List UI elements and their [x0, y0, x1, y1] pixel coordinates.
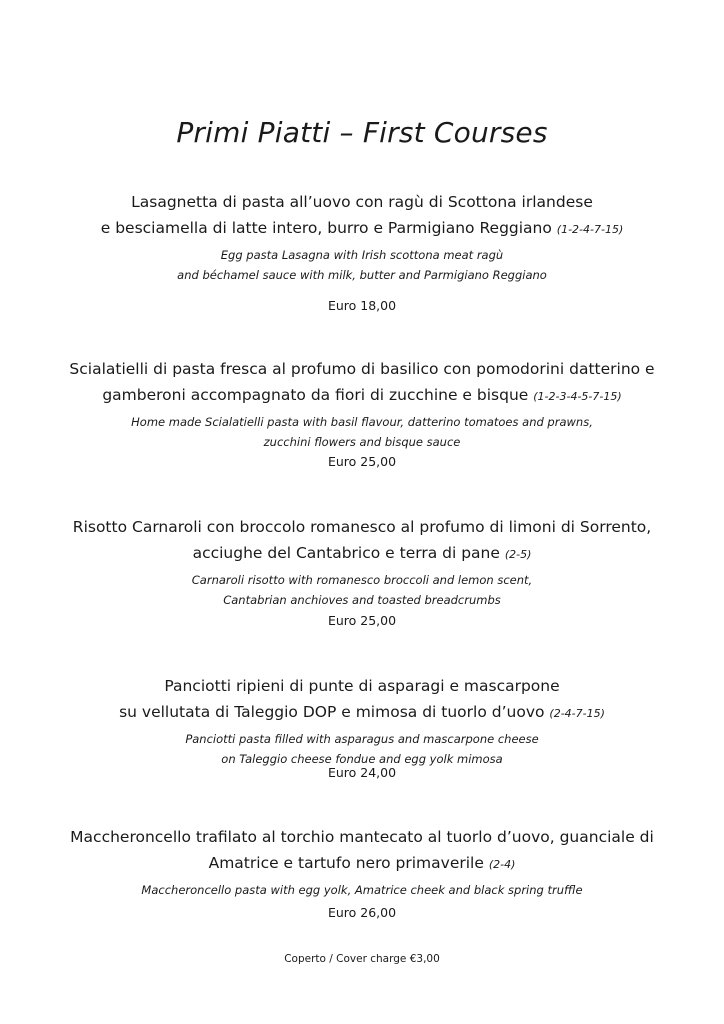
dish-description-en: Home made Scialatielli pasta with basil flavour, datterino tomatoes and prawns, [131, 415, 593, 429]
allergen-codes: (1-2-3-4-5-7-15) [533, 390, 622, 403]
dish-price: Euro 24,00 [327, 765, 397, 780]
dish-price: Euro 25,00 [327, 613, 397, 628]
dish-name-line: e besciamella di latte intero, burro e Parmigiano Reggiano [100, 219, 552, 237]
dish-name-line: Panciotti ripieni di punte di asparagi e mascarpone [164, 677, 560, 695]
dish-item [0, 824, 724, 900]
dish-description-en: Carnaroli risotto with romanesco broccoli and lemon scent, [191, 573, 533, 587]
dish-description-en: Egg pasta Lasagna with Irish scottona meat ragù [220, 248, 504, 262]
dish-price: Euro 18,00 [327, 298, 397, 313]
dish-item [0, 673, 724, 769]
page-title: Primi Piatti – First Courses [176, 116, 548, 149]
dish-description-en: Maccheroncello pasta with egg yolk, Amatrice cheek and black spring truffle [141, 883, 583, 897]
dish-description-en: Panciotti pasta filled with asparagus and mascarpone cheese [185, 732, 539, 746]
dish-item [0, 189, 724, 285]
dish-item [0, 514, 724, 610]
dish-name-line: Lasagnetta di pasta all’uovo con ragù di Scottona irlandese [131, 193, 593, 211]
cover-charge: Coperto / Cover charge €3,00 [284, 953, 440, 965]
dish-name-line: Amatrice e tartufo nero primaverile [208, 854, 484, 872]
allergen-codes: (2-4-7-15) [549, 707, 605, 720]
dish-name-line: Scialatielli di pasta fresca al profumo di basilico con pomodorini datterino e [69, 360, 655, 378]
dish-description-en: and béchamel sauce with milk, butter and Parmigiano Reggiano [177, 268, 547, 282]
dish-price: Euro 25,00 [327, 454, 397, 469]
dish-description-en: on Taleggio cheese fondue and egg yolk mimosa [221, 752, 503, 766]
allergen-codes: (2-4) [488, 858, 516, 871]
dish-name-line: acciughe del Cantabrico e terra di pane [192, 544, 500, 562]
dish-name-line: Maccheroncello trafilato al torchio mantecato al tuorlo d’uovo, guanciale di [70, 828, 654, 846]
dish-description-en: Cantabrian anchioves and toasted breadcrumbs [223, 593, 501, 607]
dish-price: Euro 26,00 [327, 905, 397, 920]
dish-name-line: Risotto Carnaroli con broccolo romanesco al profumo di limoni di Sorrento, [72, 518, 652, 536]
dish-name-line: gamberoni accompagnato da fiori di zucchine e bisque [102, 386, 529, 404]
allergen-codes: (1-2-4-7-15) [556, 223, 624, 236]
dish-description-en: zucchini flowers and bisque sauce [263, 435, 461, 449]
dish-item [0, 356, 724, 452]
dish-name-line: su vellutata di Taleggio DOP e mimosa di tuorlo d’uovo [119, 703, 545, 721]
allergen-codes: (2-5) [504, 548, 532, 561]
